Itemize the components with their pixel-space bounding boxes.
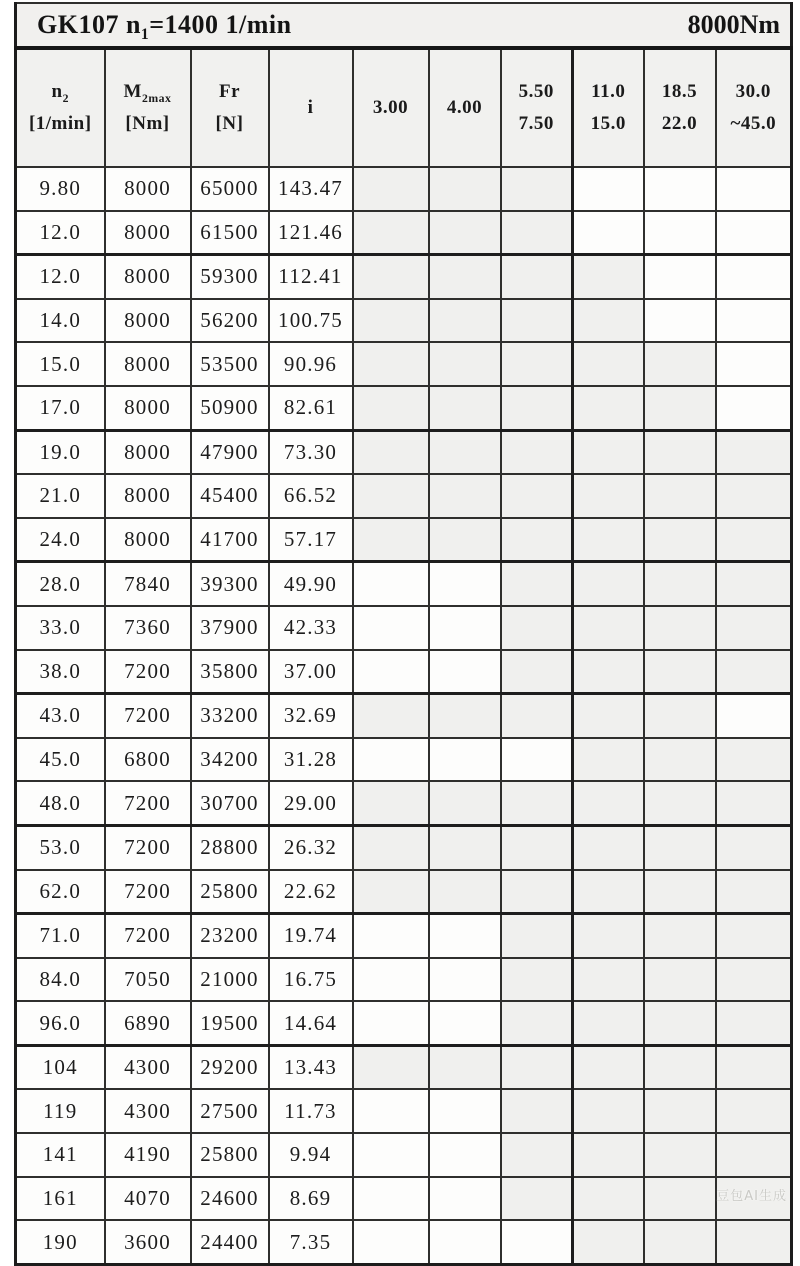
ratio-cell-i300-450 xyxy=(716,211,792,255)
ratio-cell-i300-450 xyxy=(716,1045,792,1089)
m2max-value: 8000 xyxy=(105,386,191,430)
fr-value: 23200 xyxy=(191,914,269,958)
ratio-cell-i300-450 xyxy=(716,562,792,606)
ratio-cell-i110-150 xyxy=(573,562,644,606)
data-row xyxy=(16,606,792,650)
ratio-cell-i550-750 xyxy=(501,430,573,474)
table-body xyxy=(16,167,792,1264)
ratio-cell-i400 xyxy=(429,650,501,694)
m2max-value: 7200 xyxy=(105,650,191,694)
ratio-cell-i400 xyxy=(429,1177,501,1221)
ratio-cell-i300 xyxy=(353,562,429,606)
ratio-cell-i185-220 xyxy=(644,1133,716,1177)
data-row xyxy=(16,870,792,914)
ratio-cell-i185-220 xyxy=(644,474,716,518)
column-header-i400: 4.00 xyxy=(429,48,501,167)
ratio-cell-i110-150 xyxy=(573,1001,644,1045)
data-row xyxy=(16,1045,792,1089)
ratio-cell-i400 xyxy=(429,825,501,869)
fr-value: 50900 xyxy=(191,386,269,430)
i-value: 143.47 xyxy=(269,167,353,211)
i-value: 26.32 xyxy=(269,825,353,869)
n2-value: 48.0 xyxy=(16,781,105,825)
ratio-cell-i300 xyxy=(353,606,429,650)
m2max-value: 3600 xyxy=(105,1220,191,1264)
ratio-cell-i550-750 xyxy=(501,1133,573,1177)
ratio-cell-i400 xyxy=(429,781,501,825)
column-header-i185-220: 18.5 22.0 xyxy=(644,48,716,167)
m2max-value: 8000 xyxy=(105,342,191,386)
i-value: 66.52 xyxy=(269,474,353,518)
data-row xyxy=(16,474,792,518)
ratio-cell-i110-150 xyxy=(573,255,644,299)
column-header-i550-750: 5.50 7.50 xyxy=(501,48,573,167)
ratio-cell-i300-450 xyxy=(716,825,792,869)
n2-value: 190 xyxy=(16,1220,105,1264)
i-value: 8.69 xyxy=(269,1177,353,1221)
ratio-cell-i110-150 xyxy=(573,650,644,694)
i-value: 14.64 xyxy=(269,1001,353,1045)
i-value: 49.90 xyxy=(269,562,353,606)
fr-value: 30700 xyxy=(191,781,269,825)
n2-value: 9.80 xyxy=(16,167,105,211)
ratio-cell-i110-150 xyxy=(573,958,644,1002)
ratio-cell-i300 xyxy=(353,211,429,255)
ratio-cell-i400 xyxy=(429,694,501,738)
data-row xyxy=(16,914,792,958)
ratio-cell-i185-220 xyxy=(644,386,716,430)
ratio-cell-i400 xyxy=(429,1001,501,1045)
data-row xyxy=(16,211,792,255)
ratio-cell-i300 xyxy=(353,914,429,958)
ratio-cell-i110-150 xyxy=(573,518,644,562)
ratio-cell-i550-750 xyxy=(501,342,573,386)
ratio-cell-i550-750 xyxy=(501,781,573,825)
ratio-cell-i300 xyxy=(353,1089,429,1133)
ratio-cell-i110-150 xyxy=(573,1177,644,1221)
ratio-cell-i185-220 xyxy=(644,1220,716,1264)
ratio-cell-i110-150 xyxy=(573,1220,644,1264)
n2-value: 14.0 xyxy=(16,299,105,343)
i-value: 90.96 xyxy=(269,342,353,386)
ratio-cell-i550-750 xyxy=(501,650,573,694)
ratio-cell-i400 xyxy=(429,958,501,1002)
fr-value: 47900 xyxy=(191,430,269,474)
ratio-cell-i110-150 xyxy=(573,430,644,474)
ratio-cell-i550-750 xyxy=(501,1177,573,1221)
m2max-value: 7200 xyxy=(105,870,191,914)
m2max-value: 7200 xyxy=(105,694,191,738)
m2max-value: 8000 xyxy=(105,167,191,211)
ratio-cell-i300 xyxy=(353,825,429,869)
ratio-cell-i550-750 xyxy=(501,299,573,343)
title-row xyxy=(16,3,792,48)
m2max-value: 8000 xyxy=(105,299,191,343)
ratio-cell-i550-750 xyxy=(501,1220,573,1264)
m2max-value: 8000 xyxy=(105,211,191,255)
ratio-cell-i300 xyxy=(353,1001,429,1045)
ratio-cell-i400 xyxy=(429,386,501,430)
title-cell xyxy=(16,3,792,48)
ratio-cell-i550-750 xyxy=(501,694,573,738)
ratio-cell-i300-450 xyxy=(716,342,792,386)
ratio-cell-i110-150 xyxy=(573,825,644,869)
ratio-cell-i550-750 xyxy=(501,1001,573,1045)
ratio-cell-i300 xyxy=(353,870,429,914)
ratio-cell-i300-450 xyxy=(716,167,792,211)
ratio-cell-i185-220 xyxy=(644,342,716,386)
n2-value: 119 xyxy=(16,1089,105,1133)
column-header-n2: $n_2$ [1/min] xyxy=(16,48,105,167)
ratio-cell-i300-450 xyxy=(716,1089,792,1133)
ratio-cell-i300-450 xyxy=(716,1001,792,1045)
ratio-cell-i400 xyxy=(429,738,501,782)
fr-value: 59300 xyxy=(191,255,269,299)
data-row xyxy=(16,825,792,869)
ratio-cell-i550-750 xyxy=(501,386,573,430)
ratio-cell-i400 xyxy=(429,474,501,518)
ratio-cell-i185-220 xyxy=(644,1001,716,1045)
gear-ratings-table xyxy=(14,2,793,1266)
data-row xyxy=(16,255,792,299)
i-value: 42.33 xyxy=(269,606,353,650)
m2max-value: 7360 xyxy=(105,606,191,650)
column-header-i300-450: 30.0 ~45.0 xyxy=(716,48,792,167)
ratio-cell-i550-750 xyxy=(501,518,573,562)
m2max-value: 8000 xyxy=(105,518,191,562)
fr-value: 33200 xyxy=(191,694,269,738)
m2max-value: 4300 xyxy=(105,1045,191,1089)
n2-value: 62.0 xyxy=(16,870,105,914)
ratio-cell-i300-450 xyxy=(716,781,792,825)
ratio-cell-i300-450 xyxy=(716,430,792,474)
ratio-cell-i300-450 xyxy=(716,474,792,518)
m2max-value: 7200 xyxy=(105,781,191,825)
ratio-cell-i550-750 xyxy=(501,211,573,255)
ratio-cell-i400 xyxy=(429,299,501,343)
data-row xyxy=(16,738,792,782)
ratio-cell-i110-150 xyxy=(573,167,644,211)
m2max-value: 4070 xyxy=(105,1177,191,1221)
ratio-cell-i300 xyxy=(353,1220,429,1264)
ratio-cell-i400 xyxy=(429,1045,501,1089)
data-row xyxy=(16,1089,792,1133)
ratio-cell-i185-220 xyxy=(644,1177,716,1221)
column-header-i300: 3.00 xyxy=(353,48,429,167)
ratio-cell-i185-220 xyxy=(644,606,716,650)
fr-value: 25800 xyxy=(191,870,269,914)
i-value: 13.43 xyxy=(269,1045,353,1089)
ratio-cell-i550-750 xyxy=(501,958,573,1002)
m2max-value: 7200 xyxy=(105,825,191,869)
i-value: 82.61 xyxy=(269,386,353,430)
ratio-cell-i300-450 xyxy=(716,518,792,562)
ratio-cell-i550-750 xyxy=(501,1089,573,1133)
i-value: 112.41 xyxy=(269,255,353,299)
ratio-cell-i185-220 xyxy=(644,650,716,694)
ratio-cell-i550-750 xyxy=(501,562,573,606)
data-row xyxy=(16,650,792,694)
ratio-cell-i550-750 xyxy=(501,738,573,782)
ratio-cell-i300 xyxy=(353,518,429,562)
i-value: 31.28 xyxy=(269,738,353,782)
ratio-cell-i185-220 xyxy=(644,299,716,343)
data-row xyxy=(16,1133,792,1177)
ratio-cell-i185-220 xyxy=(644,518,716,562)
column-header-fr: Fr [N] xyxy=(191,48,269,167)
ratio-cell-i400 xyxy=(429,562,501,606)
fr-value: 61500 xyxy=(191,211,269,255)
n2-value: 71.0 xyxy=(16,914,105,958)
m2max-value: 6890 xyxy=(105,1001,191,1045)
ratio-cell-i185-220 xyxy=(644,738,716,782)
ratio-cell-i185-220 xyxy=(644,562,716,606)
ratio-cell-i110-150 xyxy=(573,386,644,430)
n2-value: 45.0 xyxy=(16,738,105,782)
m2max-value: 7050 xyxy=(105,958,191,1002)
m2max-value: 8000 xyxy=(105,430,191,474)
fr-value: 53500 xyxy=(191,342,269,386)
fr-value: 27500 xyxy=(191,1089,269,1133)
ratio-cell-i300 xyxy=(353,1133,429,1177)
n2-value: 12.0 xyxy=(16,255,105,299)
ratio-cell-i300-450 xyxy=(716,650,792,694)
i-value: 7.35 xyxy=(269,1220,353,1264)
n2-value: 19.0 xyxy=(16,430,105,474)
ratio-cell-i300-450 xyxy=(716,255,792,299)
ratio-cell-i110-150 xyxy=(573,1133,644,1177)
ratio-cell-i550-750 xyxy=(501,914,573,958)
ratio-cell-i300 xyxy=(353,958,429,1002)
data-row xyxy=(16,781,792,825)
ratio-cell-i110-150 xyxy=(573,1089,644,1133)
fr-value: 45400 xyxy=(191,474,269,518)
fr-value: 19500 xyxy=(191,1001,269,1045)
data-row xyxy=(16,299,792,343)
ratio-cell-i300-450 xyxy=(716,1133,792,1177)
ratio-cell-i300 xyxy=(353,650,429,694)
fr-value: 21000 xyxy=(191,958,269,1002)
column-header-m2max: $M_{2max}$ [Nm] xyxy=(105,48,191,167)
ratio-cell-i110-150 xyxy=(573,870,644,914)
n2-value: 161 xyxy=(16,1177,105,1221)
ratio-cell-i300-450 xyxy=(716,914,792,958)
n2-value: 15.0 xyxy=(16,342,105,386)
ratio-cell-i110-150 xyxy=(573,474,644,518)
ratio-cell-i110-150 xyxy=(573,1045,644,1089)
m2max-value: 4190 xyxy=(105,1133,191,1177)
title-bar xyxy=(17,10,790,44)
m2max-value: 8000 xyxy=(105,474,191,518)
i-value: 32.69 xyxy=(269,694,353,738)
data-row xyxy=(16,1001,792,1045)
ratio-cell-i185-220 xyxy=(644,167,716,211)
ratio-cell-i185-220 xyxy=(644,211,716,255)
ratio-cell-i300-450 xyxy=(716,606,792,650)
data-row xyxy=(16,694,792,738)
i-value: 57.17 xyxy=(269,518,353,562)
ratio-cell-i400 xyxy=(429,255,501,299)
i-value: 100.75 xyxy=(269,299,353,343)
ratio-cell-i550-750 xyxy=(501,606,573,650)
n2-value: 43.0 xyxy=(16,694,105,738)
fr-value: 25800 xyxy=(191,1133,269,1177)
fr-value: 28800 xyxy=(191,825,269,869)
i-value: 22.62 xyxy=(269,870,353,914)
ratio-cell-i300 xyxy=(353,694,429,738)
ratio-cell-i300-450 xyxy=(716,1220,792,1264)
ratio-cell-i550-750 xyxy=(501,474,573,518)
fr-value: 29200 xyxy=(191,1045,269,1089)
ratio-cell-i110-150 xyxy=(573,694,644,738)
n2-value: 24.0 xyxy=(16,518,105,562)
m2max-value: 7840 xyxy=(105,562,191,606)
fr-value: 37900 xyxy=(191,606,269,650)
fr-value: 56200 xyxy=(191,299,269,343)
ratio-cell-i400 xyxy=(429,1089,501,1133)
data-row xyxy=(16,430,792,474)
n2-value: 104 xyxy=(16,1045,105,1089)
ratio-cell-i300-450 xyxy=(716,299,792,343)
ratio-cell-i185-220 xyxy=(644,430,716,474)
data-row xyxy=(16,167,792,211)
ratio-cell-i400 xyxy=(429,1220,501,1264)
n2-value: 12.0 xyxy=(16,211,105,255)
ratio-cell-i300-450 xyxy=(716,694,792,738)
m2max-value: 8000 xyxy=(105,255,191,299)
ratio-cell-i300 xyxy=(353,1177,429,1221)
column-header-row xyxy=(16,48,792,167)
data-row xyxy=(16,518,792,562)
ratio-cell-i110-150 xyxy=(573,342,644,386)
m2max-value: 6800 xyxy=(105,738,191,782)
data-row xyxy=(16,386,792,430)
ratio-cell-i300 xyxy=(353,299,429,343)
fr-value: 35800 xyxy=(191,650,269,694)
ratio-cell-i550-750 xyxy=(501,870,573,914)
n2-value: 33.0 xyxy=(16,606,105,650)
n2-value: 17.0 xyxy=(16,386,105,430)
ratio-cell-i185-220 xyxy=(644,870,716,914)
n2-value: 28.0 xyxy=(16,562,105,606)
fr-value: 41700 xyxy=(191,518,269,562)
column-header-i110-150: 11.0 15.0 xyxy=(573,48,644,167)
data-row xyxy=(16,342,792,386)
ai-watermark: 豆包AI生成 xyxy=(716,1189,787,1204)
ratio-cell-i400 xyxy=(429,606,501,650)
ratio-cell-i300 xyxy=(353,781,429,825)
ratio-cell-i185-220 xyxy=(644,694,716,738)
column-header-i: i xyxy=(269,48,353,167)
ratio-cell-i300 xyxy=(353,1045,429,1089)
ratio-cell-i300 xyxy=(353,474,429,518)
ratio-cell-i400 xyxy=(429,870,501,914)
i-value: 29.00 xyxy=(269,781,353,825)
fr-value: 24600 xyxy=(191,1177,269,1221)
fr-value: 34200 xyxy=(191,738,269,782)
i-value: 16.75 xyxy=(269,958,353,1002)
ratio-cell-i185-220 xyxy=(644,781,716,825)
i-value: 37.00 xyxy=(269,650,353,694)
page-title: GK107 $n_1=1400$ 1/min xyxy=(37,10,292,44)
ratio-cell-i550-750 xyxy=(501,255,573,299)
n2-value: 96.0 xyxy=(16,1001,105,1045)
ratio-cell-i300 xyxy=(353,430,429,474)
ratio-cell-i400 xyxy=(429,518,501,562)
ratio-cell-i550-750 xyxy=(501,1045,573,1089)
fr-value: 39300 xyxy=(191,562,269,606)
ratio-cell-i400 xyxy=(429,914,501,958)
ratio-cell-i400 xyxy=(429,211,501,255)
ratio-cell-i300 xyxy=(353,738,429,782)
ratio-cell-i400 xyxy=(429,1133,501,1177)
m2max-value: 7200 xyxy=(105,914,191,958)
ratio-cell-i185-220 xyxy=(644,1045,716,1089)
ratio-cell-i300 xyxy=(353,167,429,211)
ratio-cell-i185-220 xyxy=(644,255,716,299)
ratio-cell-i110-150 xyxy=(573,781,644,825)
ratio-cell-i400 xyxy=(429,430,501,474)
ratio-cell-i400 xyxy=(429,167,501,211)
fr-value: 24400 xyxy=(191,1220,269,1264)
i-value: 73.30 xyxy=(269,430,353,474)
i-value: 9.94 xyxy=(269,1133,353,1177)
ratio-cell-i400 xyxy=(429,342,501,386)
i-value: 11.73 xyxy=(269,1089,353,1133)
data-row xyxy=(16,562,792,606)
ratio-cell-i110-150 xyxy=(573,211,644,255)
ratio-cell-i300 xyxy=(353,342,429,386)
ratio-cell-i300 xyxy=(353,386,429,430)
i-value: 121.46 xyxy=(269,211,353,255)
ratio-cell-i300-450 xyxy=(716,958,792,1002)
m2max-value: 4300 xyxy=(105,1089,191,1133)
fr-value: 65000 xyxy=(191,167,269,211)
ratio-cell-i550-750 xyxy=(501,167,573,211)
ratio-cell-i300-450 xyxy=(716,870,792,914)
ratio-cell-i110-150 xyxy=(573,914,644,958)
data-row xyxy=(16,1177,792,1221)
data-row xyxy=(16,1220,792,1264)
data-row xyxy=(16,958,792,1002)
ratio-cell-i185-220 xyxy=(644,1089,716,1133)
ratio-cell-i185-220 xyxy=(644,914,716,958)
n2-value: 53.0 xyxy=(16,825,105,869)
torque-rating: 8000Nm xyxy=(687,10,781,39)
n2-value: 38.0 xyxy=(16,650,105,694)
ratio-cell-i110-150 xyxy=(573,738,644,782)
ratio-cell-i300-450 xyxy=(716,738,792,782)
ratio-cell-i550-750 xyxy=(501,825,573,869)
i-value: 19.74 xyxy=(269,914,353,958)
ratio-cell-i110-150 xyxy=(573,606,644,650)
n2-value: 141 xyxy=(16,1133,105,1177)
ratio-cell-i300 xyxy=(353,255,429,299)
n2-value: 84.0 xyxy=(16,958,105,1002)
ratio-cell-i110-150 xyxy=(573,299,644,343)
ratio-cell-i300-450 xyxy=(716,386,792,430)
n2-value: 21.0 xyxy=(16,474,105,518)
ratio-cell-i185-220 xyxy=(644,825,716,869)
ratio-cell-i185-220 xyxy=(644,958,716,1002)
